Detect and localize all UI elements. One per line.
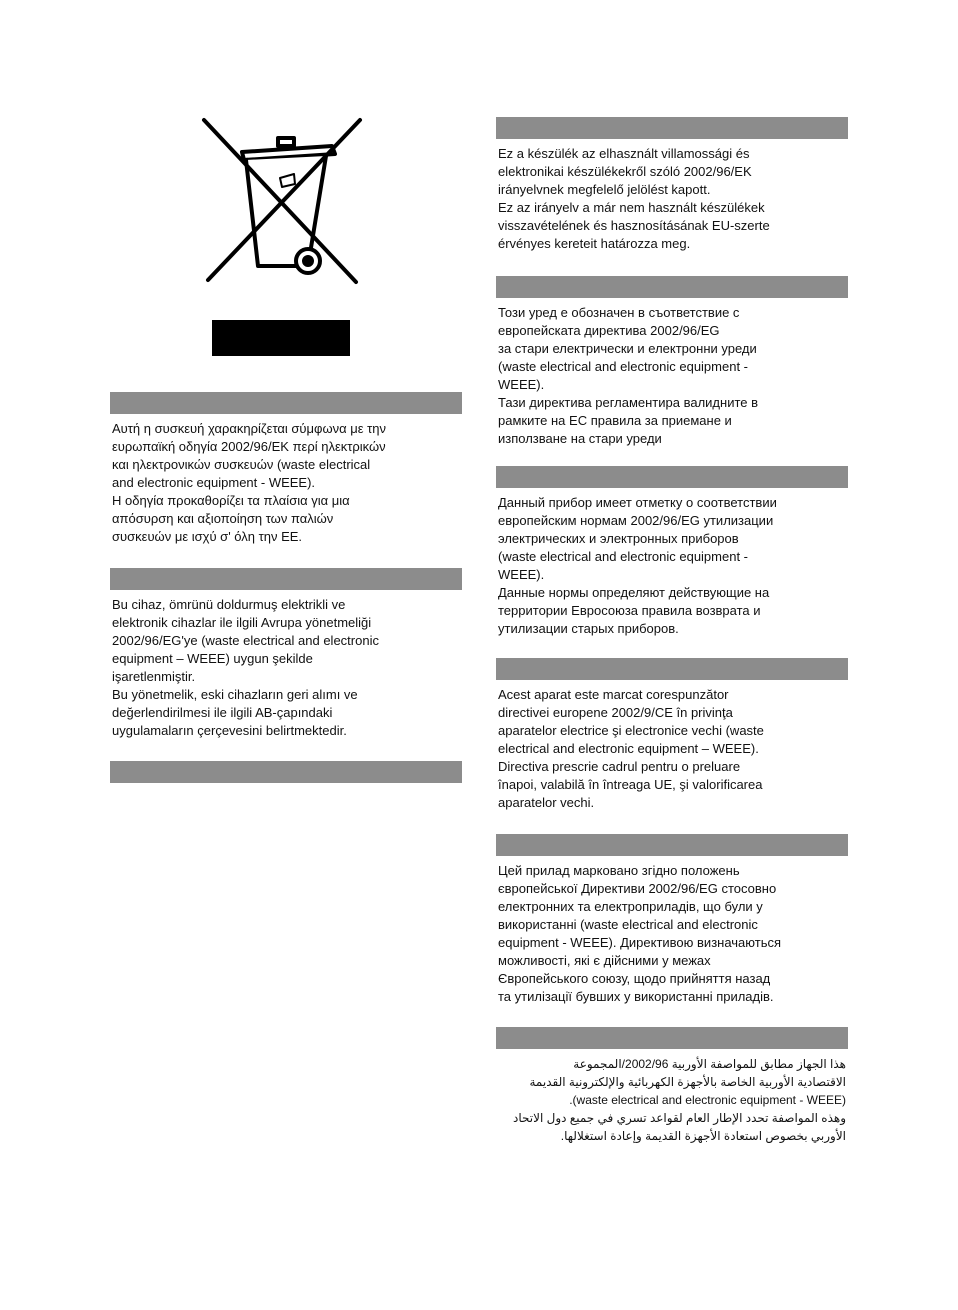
section-empty [110,761,462,789]
section-text: Цей прилад марковано згідно положень європейської Директиви 2002/96/EG стосовно електронних та електроприладів, що були у використанні (waste electrical and electronic equipment - WEEE). Директивою визначаються можливості, які є дійсними у межах Європейського союзу, щодо прийняття назад та утилізації бувших у використанні приладів. [498,863,782,1004]
section-text: Данный прибор имеет отметку о соответствии европейским нормам 2002/96/EG утилизации электрических и электронных приборов (waste electrical and electronic equipment - WEEE). Данные нормы определяют действующие на территории Евросоюза правила возврата и утилизации старых приборов. [498,495,777,636]
crossed-out-bin-icon [196,116,368,316]
section-header-bar [110,761,462,783]
section-text: Bu cihaz, ömrünü doldurmuş elektrikli ve elektronik cihazlar ile ilgili Avrupa yönetmeliği 2002/96/EG'ye (waste electrical and electronic equipment – WEEE) uygun şekilde işaretlenmiştir. Bu yönetmelik, eski cihazların geri alımı ve değerlendirilmesi ile ilgili AB-çapındaki uygulamaların çerçevesini belirtmektedir. [112,597,379,738]
section-turkish [110,568,462,740]
section-header-bar [496,276,848,298]
section-ukrainian [496,834,848,1006]
section-russian [496,466,848,638]
section-text: Ez a készülék az elhasznált villamossági és elektronikai készülékekről szóló 2002/96/EK irányelvnek megfelelő jelölést kapott. Ez az irányelv a már nem használt készülékek visszavételének és hasznosításának EU-szerte érvényes kereteit határozza meg. [498,146,770,251]
section-header-bar [496,117,848,139]
section-text: Acest aparat este marcat corespunzător directivei europene 2002/9/CE în privinţa aparatelor electrice şi electronice vechi (waste electrical and electronic equipment – WEEE). Directiva prescrie cadrul pentru o preluare înapoi, valabilă în întreaga UE, şi valorificarea aparatelor vechi. [498,687,764,810]
section-text: Този уред е обозначен в съответствие с европейската директива 2002/96/EG за стари електрически и електронни уреди (waste electrical and electronic equipment - WEEE). Тази директива регламентира валидните в рамките на ЕС правила за приемане и използване на стари уреди [498,305,759,446]
section-text: Αυτή η συσκευή χαρακηρίζεται σύμφωνα με την ευρωπαϊκή οδηγία 2002/96/ΕΚ περί ηλεκτρικών και ηλεκτρονικών συσκευών (waste electrical and electronic equipment - WEEE). Η οδηγία προκαθορίζει τα πλαίσια για μια απόσυρση και αξιοποίηση των παλιών συσκευών με ισχύ σ' όλη την ΕΕ. [112,421,387,544]
section-header-bar [496,834,848,856]
section-header-bar [110,568,462,590]
section-header-bar [496,658,848,680]
section-header-bar [496,1027,848,1049]
section-greek [110,392,462,546]
section-text: هذا الجهاز مطابق للمواصفة الأوربية 2002/96/المجموعة الاقتصادية الأوربية الخاصة بالأجهزة الكهربائية والإلكترونية القديمة (waste electrical and electronic equipment - WEEE). وهذه المواصفة تحدد الإطار العام لقواعد تسري في جميع دول الاتحاد الأوربي بخصوص استعادة الأجهزة القديمة وإعادة استغلالها. [513,1057,846,1143]
section-header-bar [496,466,848,488]
section-hungarian [496,117,848,253]
weee-black-bar [212,320,350,356]
section-arabic [496,1027,848,1145]
weee-logo [196,116,368,356]
section-romanian [496,658,848,812]
section-header-bar [110,392,462,414]
section-bulgarian [496,276,848,448]
